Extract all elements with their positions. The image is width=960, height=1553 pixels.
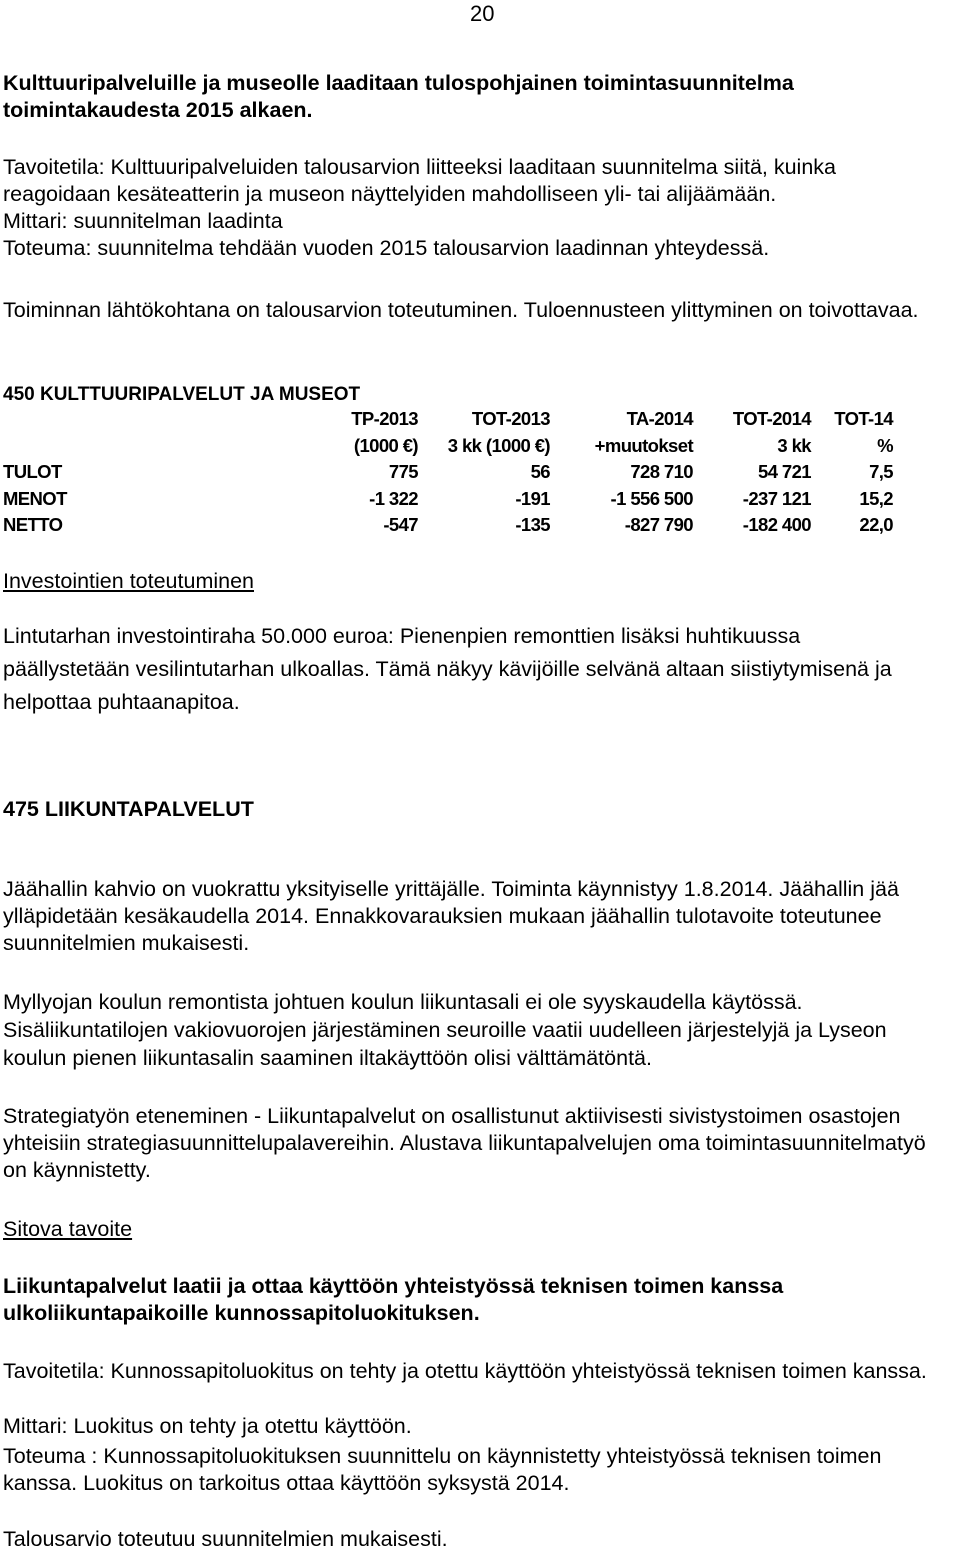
row-label: NETTO [3,514,63,536]
liikunta-p1: Jäähallin kahvio on vuokrattu yksityiselle yrittäjälle. Toiminta käynnistyy 1.8.2014. Jäähallin jää ylläpidetään kesäkaudella 2014. Ennakkovarauksien mukaan jäähallin tulotavoite toteutunee suunnitelmien mukaisesti. [3,877,899,955]
table-cell: -191 [515,487,550,509]
liikunta-p3: Strategiatyön eteneminen - Liikuntapalvelut on osallistunut aktiivisesti sivistystoimen osastojen yhteisiin strategiasuunnittelupalavereihin. Alustava liikuntapalvelujen oma toimintasuunnitelmatyö on käynnistetty. [3,1104,926,1182]
financial-table-450 [3,406,893,539]
table-header-row [3,406,893,433]
liikunta-toteuma: Toteuma : Kunnossapitoluokituksen suunnittelu on käynnistetty yhteistyössä teknisen toimen kanssa. Luokitus on tarkoitus ottaa käyttöön syksystä 2014. [3,1444,882,1495]
table-cell: -547 [383,514,418,536]
header-cell [3,433,285,460]
table-cell: 15,2 [859,487,893,509]
table-cell: -135 [515,514,550,536]
table-cell: -182 400 [742,514,811,536]
intro-heading: Kulttuuripalveluille ja museolle laaditaan tulospohjainen toimintasuunnitelma toimintakaudesta 2015 alkaen. [3,71,794,122]
table-cell: 7,5 [869,461,893,483]
header-cell: TOT-2013 [471,408,550,429]
header-cell: % [877,434,893,456]
table-cell: -237 121 [742,487,811,509]
table-450-title: 450 KULTTUURIPALVELUT JA MUSEOT [3,384,361,405]
table-header-row [3,433,893,460]
table-cell: -1 322 [369,487,418,509]
row-label: MENOT [3,487,67,509]
header-cell: 3 kk (1000 €) [447,434,550,456]
investoinnit-text: Lintutarhan investointiraha 50.000 euroa: Pienenpien remonttien lisäksi huhtikuussa päällystetään vesilintutarhan ulkoallas. Tämä näkyy kävijöille selvänä altaan siistiytymisenä ja helpottaa puhtaanapitoa. [3,624,892,714]
header-cell: 3 kk [777,434,811,456]
header-cell: (1000 €) [353,434,418,456]
table-cell: 22,0 [859,514,893,536]
investoinnit-title: Investointien toteutuminen [3,569,254,593]
table-cell: -827 790 [624,514,693,536]
intro-lahtokohta: Toiminnan lähtökohtana on talousarvion toteutuminen. Tuloennusteen ylittyminen on toivottavaa. [3,298,919,322]
row-label: TULOT [3,461,62,483]
header-cell: TOT-14 [834,408,893,429]
header-cell [3,406,285,433]
table-row [3,512,893,539]
liikunta-tavoitetila: Tavoitetila: Kunnossapitoluokitus on tehty ja otettu käyttöön yhteistyössä teknisen toimen kanssa. [3,1359,927,1383]
header-cell: TP-2013 [351,408,418,429]
table-row [3,486,893,513]
header-cell: +muutokset [594,434,693,456]
liikunta-p2: Myllyojan koulun remontista johtuen koulun liikuntasali ei ole syyskaudella käytössä. Sisäliikuntatilojen vakiovuorojen järjestäminen seuroille vaatii uudelleen järjestelyjä ja Lyseon koulun pienen liikuntasalin saaminen iltakäyttöön olisi välttämätöntä. [3,990,887,1070]
page-number: 20 [470,1,495,26]
table-row [3,459,893,486]
liikunta-mittari: Mittari: Luokitus on tehty ja otettu käyttöön. [3,1414,412,1438]
table-cell: 775 [388,461,418,483]
table-cell: -1 556 500 [610,487,693,509]
header-cell: TOT-2014 [732,408,811,429]
table-cell: 728 710 [630,461,693,483]
intro-tavoitetila: Tavoitetila: Kulttuuripalveluiden talousarvion liitteeksi laaditaan suunnitelma siitä, kuinka reagoidaan kesäteatterin ja museon näyttelyiden mahdolliseen yli- tai alijäämään. [3,155,836,206]
header-cell: TA-2014 [626,408,693,429]
table-cell: 56 [530,461,550,483]
liikunta-title: 475 LIIKUNTAPALVELUT [3,797,254,821]
intro-toteuma: Toteuma: suunnitelma tehdään vuoden 2015 talousarvion laadinnan yhteydessä. [3,236,770,260]
sitova-tavoite-title: Sitova tavoite [3,1217,133,1241]
table-cell: 54 721 [758,461,811,483]
liikunta-talousarvio: Talousarvio toteutuu suunnitelmien mukaisesti. [3,1527,448,1551]
sitova-tavoite-text: Liikuntapalvelut laatii ja ottaa käyttöön yhteistyössä teknisen toimen kanssa ulkoliikuntapaikoille kunnossapitoluokituksen. [3,1274,784,1325]
intro-mittari: Mittari: suunnitelman laadinta [3,209,283,233]
